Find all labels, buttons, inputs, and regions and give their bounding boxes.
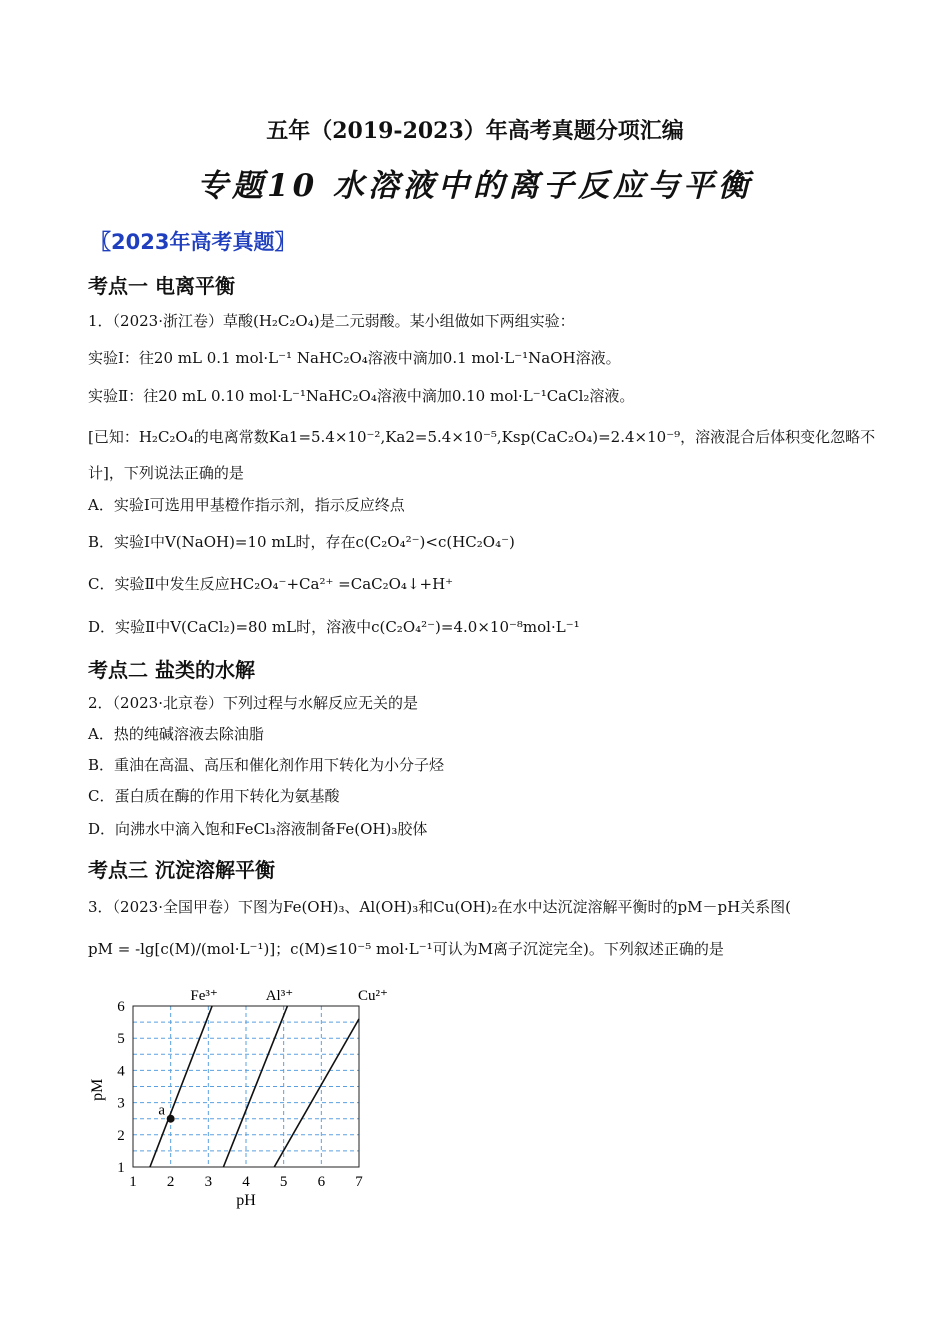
x-tick-label: 5 (279, 1174, 288, 1190)
x-tick-label: 3 (204, 1174, 213, 1190)
y-tick-label: 2 (117, 1127, 125, 1144)
year-heading: 〖2023年高考真题〗 (90, 230, 296, 254)
q1-known-2: 计]，下列说法正确的是 (88, 464, 244, 482)
q1-option-c: C．实验Ⅱ中发生反应HC₂O₄⁻+Ca²⁺ =CaC₂O₄↓+H⁺ (88, 575, 454, 593)
y-tick-label: 6 (117, 999, 125, 1015)
point-a-label: a (158, 1102, 166, 1119)
series-label-3: Cu²⁺ (358, 988, 388, 1004)
q1-option-a: A．实验Ⅰ可选用甲基橙作指示剂，指示反应终点 (88, 496, 405, 514)
q2-option-c: C．蛋白质在酶的作用下转化为氨基酸 (88, 787, 340, 805)
section-heading-2: 考点二 盐类的水解 (88, 658, 255, 682)
y-tick-label: 1 (117, 1160, 125, 1176)
y-tick-label: 4 (117, 1063, 125, 1080)
x-tick-label: 4 (242, 1174, 250, 1190)
y-tick-label: 3 (117, 1095, 125, 1112)
q3-stem-2: pM = -lg[c(M)/(mol·L⁻¹)]；c(M)≤10⁻⁵ mol·L⁻¹可认为M离子沉淀完全)。下列叙述正确的是 (88, 940, 724, 958)
series-line-1 (150, 1006, 212, 1167)
q1-experiment-1: 实验Ⅰ：往20 mL 0.1 mol·L⁻¹ NaHC₂O₄溶液中滴加0.1 mol·L⁻¹NaOH溶液。 (88, 349, 621, 367)
q3-stem: 3．（2023·全国甲卷）下图为Fe(OH)₃、Al(OH)₃和Cu(OH)₂在水中达沉淀溶解平衡时的pM－pH关系图( (88, 898, 792, 916)
x-tick-label: 1 (129, 1174, 137, 1190)
q2-option-d: D．向沸水中滴入饱和FeCl₃溶液制备Fe(OH)₃胶体 (88, 820, 428, 838)
q2-option-b: B．重油在高温、高压和催化剂作用下转化为小分子烃 (88, 756, 445, 774)
series-line-3 (274, 1019, 359, 1167)
q1-option-b: B．实验Ⅰ中V(NaOH)=10 mL时，存在c(C₂O₄²⁻)<c(HC₂O₄⁻) (88, 533, 515, 551)
y-axis-label: pM (89, 1078, 106, 1101)
q2-option-a: A．热的纯碱溶液去除油脂 (88, 725, 264, 743)
q2-stem: 2．（2023·北京卷）下列过程与水解反应无关的是 (88, 694, 418, 712)
section-heading-3: 考点三 沉淀溶解平衡 (88, 858, 275, 882)
x-tick-label: 7 (355, 1174, 363, 1190)
q1-stem: 1．（2023·浙江卷）草酸(H₂C₂O₄)是二元弱酸。某小组做如下两组实验： (88, 312, 575, 330)
series-label-2: Al³⁺ (265, 988, 294, 1004)
pm-ph-chart (80, 982, 400, 1222)
q1-option-d: D．实验Ⅱ中V(CaCl₂)=80 mL时，溶液中c(C₂O₄²⁻)=4.0×10⁻⁸mol·L⁻¹ (88, 618, 580, 636)
document-title: 五年（2019-2023）年高考真题分项汇编 (266, 118, 684, 144)
section-heading-1: 考点一 电离平衡 (88, 274, 235, 298)
y-tick-label: 5 (117, 1031, 125, 1048)
q1-experiment-2: 实验Ⅱ：往20 mL 0.10 mol·L⁻¹NaHC₂O₄溶液中滴加0.10 mol·L⁻¹CaCl₂溶液。 (88, 387, 635, 405)
document-subtitle: 专题10 水溶液中的离子反应与平衡 (197, 168, 753, 204)
point-a-marker (167, 1115, 175, 1123)
x-tick-label: 2 (166, 1174, 175, 1190)
q1-known-1: [已知：H₂C₂O₄的电离常数Ka1=5.4×10⁻²,Ka2=5.4×10⁻⁵,Ksp(CaC₂O₄)=2.4×10⁻⁹，溶液混合后体积变化忽略不 (88, 428, 876, 446)
series-label-1: Fe³⁺ (190, 988, 218, 1004)
x-tick-label: 6 (317, 1174, 326, 1190)
x-axis-label: pH (236, 1192, 256, 1209)
